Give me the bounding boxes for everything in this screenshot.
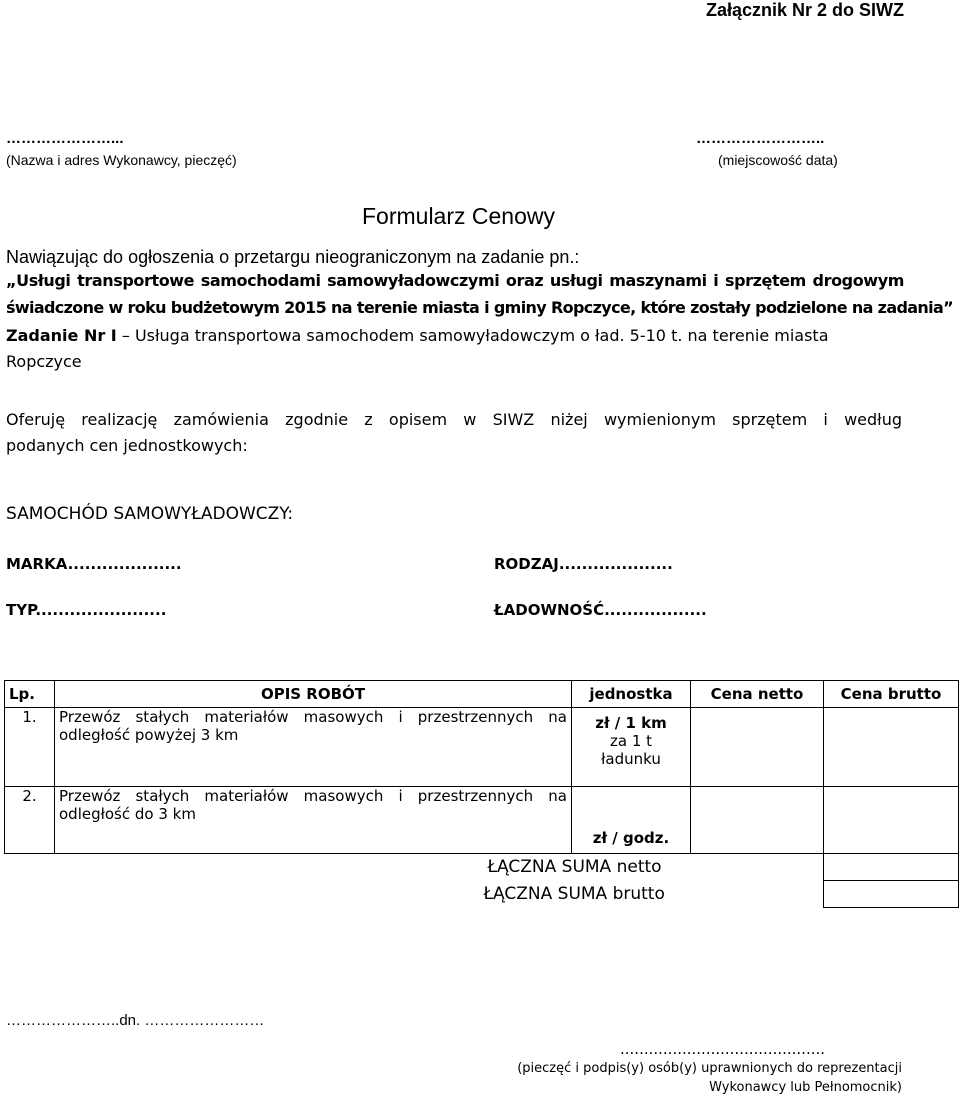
signature-dots: ........................................... (620, 1040, 826, 1058)
vehicle-heading: SAMOCHÓD SAMOWYŁADOWCZY: (6, 504, 294, 524)
header-cena-netto: Cena netto (691, 681, 824, 708)
form-title: Formularz Cenowy (362, 203, 555, 229)
table-row (5, 708, 959, 787)
row-opis (55, 708, 572, 787)
header-opis: OPIS ROBÓT (55, 681, 572, 708)
header-cena-brutto: Cena brutto (824, 681, 959, 708)
row-cena-brutto[interactable] (824, 787, 959, 854)
row-opis-line2: odległość powyżej 3 km (59, 726, 239, 744)
row-opis (55, 787, 572, 854)
sum-netto-value[interactable] (824, 854, 959, 881)
task-title-line2: świadczone w roku budżetowym 2015 na terenie miasta i gminy Ropczyce, które zostały podzielone na zadania” (6, 298, 953, 317)
price-table (4, 680, 959, 908)
row-cena-brutto[interactable] (824, 708, 959, 787)
row-unit-line1: zł / 1 km (595, 714, 667, 732)
row-unit-line2: za 1 t (609, 732, 653, 750)
sum-netto-label-cell (487, 854, 824, 881)
row-cena-netto[interactable] (691, 708, 824, 787)
signature-label-line2: Wykonawcy lub Pełnomocnik) (709, 1080, 902, 1095)
sum-brutto-label: ŁĄCZNA SUMA brutto (483, 884, 665, 904)
rodzaj-field: RODZAJ.................... (494, 555, 673, 573)
contractor-label: (Nazwa i adres Wykonawcy, pieczęć) (6, 152, 237, 168)
sum-brutto-row (5, 881, 959, 908)
typ-field: TYP....................... (6, 601, 167, 619)
date-line: …………………..dn. …………………… (6, 1012, 265, 1029)
task-title-line1: „Usługi transportowe samochodami samowyładowczymi oraz usługi maszynami i sprzętem drogowym (6, 271, 904, 290)
table-header-row (5, 681, 959, 708)
ladownosc-field: ŁADOWNOŚĆ.................. (494, 601, 707, 619)
row-opis-line1: Przewóz stałych materiałów masowych i przestrzennych na (59, 708, 567, 726)
attachment-label: Załącznik Nr 2 do SIWZ (705, 0, 904, 20)
place-label: (miejscowość data) (718, 152, 838, 168)
marka-field: MARKA.................... (6, 555, 182, 573)
zadanie-line (6, 326, 829, 345)
place-dots: …………………….. (696, 130, 825, 147)
row-unit (572, 708, 691, 787)
table-row (5, 787, 959, 854)
zadanie-label: Zadanie Nr I (6, 326, 117, 345)
row-opis-line1: Przewóz stałych materiałów masowych i przestrzennych na (59, 787, 567, 805)
row-cena-netto[interactable] (691, 787, 824, 854)
header-lp: Lp. (5, 681, 55, 708)
row-unit-line3: ładunku (601, 750, 661, 768)
row-opis-line2: odległość do 3 km (59, 805, 196, 823)
row-lp: 1. (5, 708, 55, 787)
offer-line1: Oferuję realizację zamówienia zgodnie z opisem w SIWZ niżej wymienionym sprzętem i według (6, 410, 902, 429)
zadanie-dash: – (121, 326, 130, 345)
sum-netto-row (5, 854, 959, 881)
zadanie-text-cont: Ropczyce (6, 352, 82, 371)
intro-line: Nawiązując do ogłoszenia o przetargu nieograniczonym na zadanie pn.: (6, 247, 580, 267)
zadanie-text: Usługa transportowa samochodem samowyładowczym o ład. 5-10 t. na terenie miasta (134, 326, 829, 345)
row-lp: 2. (5, 787, 55, 854)
signature-label-line1: (pieczęć i podpis(y) osób(y) uprawnionych do reprezentacji (517, 1061, 902, 1076)
sum-brutto-value[interactable] (824, 881, 959, 908)
contractor-dots: …………………... (6, 130, 124, 147)
row-unit: zł / godz. (572, 787, 691, 854)
sum-brutto-label-cell (483, 881, 824, 908)
header-jednostka: jednostka (572, 681, 691, 708)
offer-line2: podanych cen jednostkowych: (6, 436, 248, 455)
sum-netto-label: ŁĄCZNA SUMA netto (487, 857, 662, 878)
